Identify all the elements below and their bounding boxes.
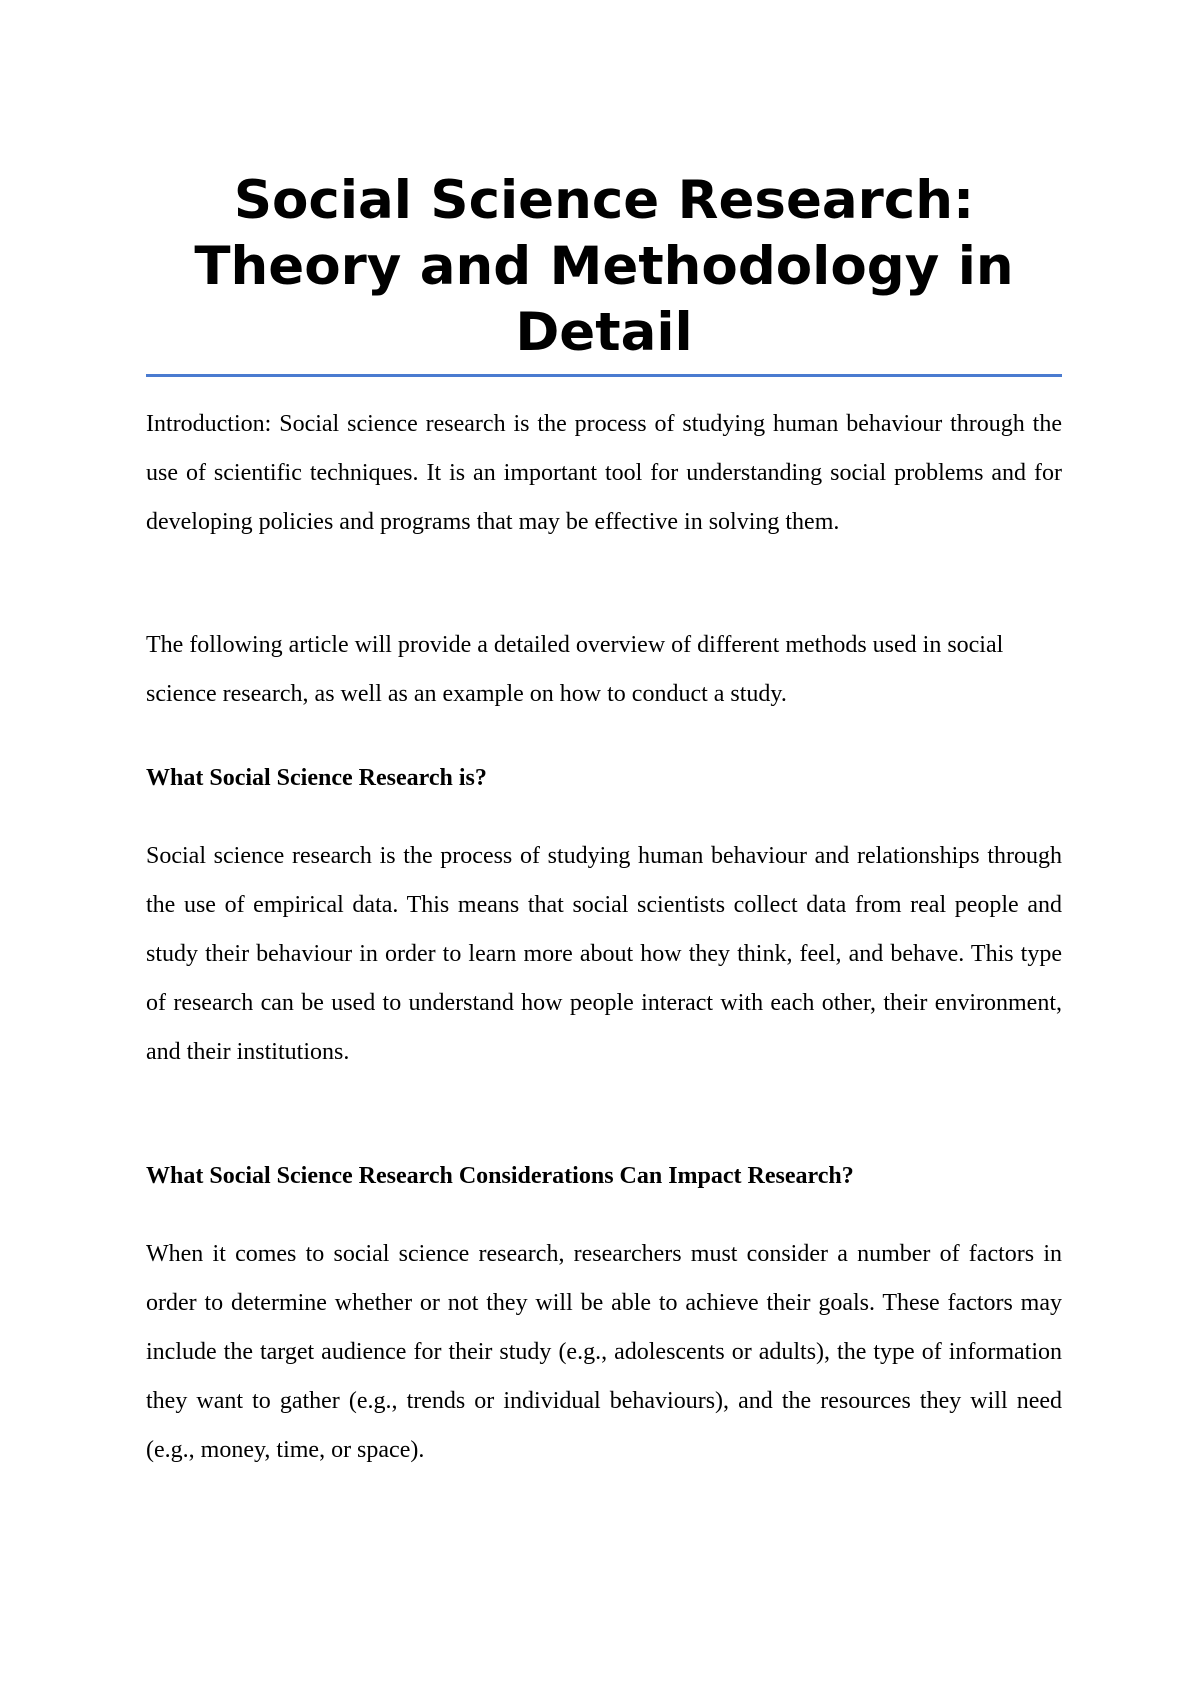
section-heading-what-is: What Social Science Research is?	[146, 765, 487, 791]
considerations-paragraph: When it comes to social science research, researchers must consider a number of factors in order to determine whether or not they will be able to achieve their goals. These factors may include the target audience for their study (e.g., adolescents or adults), the type of information they want to gather (e.g., trends or individual behaviours), and the resources they will need (e.g., money, time, or space).	[146, 1241, 1062, 1463]
intro-paragraph: Introduction: Social science research is the process of studying human behaviour through the use of scientific techniques. It is an important tool for understanding social problems and for developing policies and programs that may be effective in solving them.	[146, 411, 1062, 535]
document-title: Social Science Research: Theory and Methodology in Detail	[194, 170, 1014, 363]
section-heading-considerations: What Social Science Research Considerations Can Impact Research?	[146, 1163, 854, 1189]
overview-paragraph: The following article will provide a detailed overview of different methods used in social science research, as well as an example on how to conduct a study.	[146, 632, 1004, 707]
definition-paragraph: Social science research is the process of studying human behaviour and relationships through the use of empirical data. This means that social scientists collect data from real people and study their behaviour in order to learn more about how they think, feel, and behave. This type of research can be used to understand how people interact with each other, their environment, and their institutions.	[146, 843, 1062, 1065]
title-divider	[146, 374, 1062, 377]
